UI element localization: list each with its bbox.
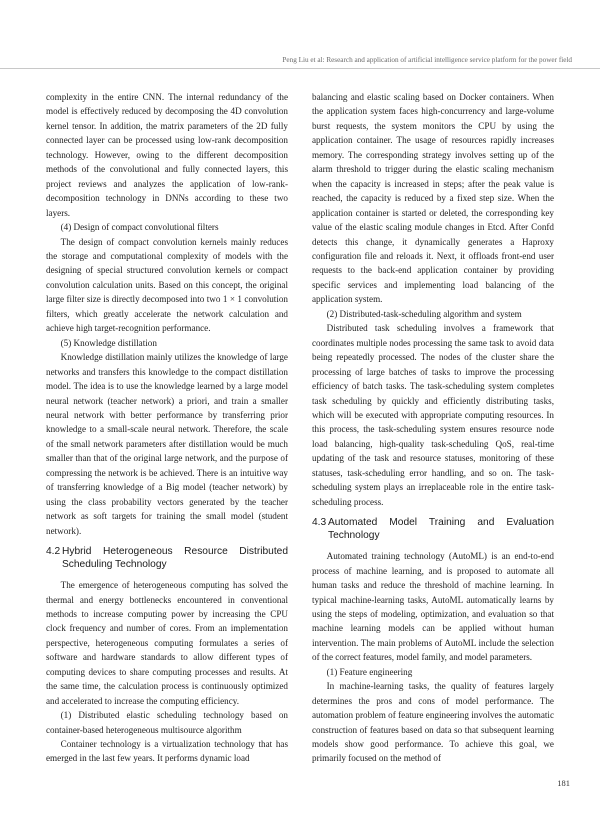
section-title: Hybrid Heterogeneous Resource Distributed Scheduling Technology (62, 546, 288, 571)
running-head: Peng Liu et al: Research and application of artificial intelligence service platform for the power field (282, 56, 572, 64)
paragraph: balancing and elastic scaling based on Docker containers. When the application system faces high-concurrency and large-volume burst requests, the system monitors the CPU by using the application container. The usage of resources rapidly increases memory. The corresponding strategy involves setting up of the alarm threshold to trigger during the elastic scaling mechanism when the capacity is increased in steps; after the peak value is reached, the capacity is reduced by a fixed step size. When the application container is started or deleted, the corresponding key value of the elastic scaling module changes in Etcd. After Confd detects this change, it dynamically generates a Haproxy configuration file and reloads it. Next, it offloads front-end user requests to the back-end application container by providing specific services and implementing load balancing of the application system. (312, 92, 554, 305)
section-title: Automated Model Training and Evaluation Technology (328, 517, 554, 542)
subheading-knowledge-distillation: (5) Knowledge distillation (60, 337, 157, 348)
section-number: 4.2 (46, 546, 61, 558)
right-column (312, 90, 554, 766)
paragraph: The emergence of heterogeneous computing has solved the thermal and energy bottlenecks encountered in conventional methods to increase computing power by increasing the CPU clock frequency and number of cores. From an implementation perspective, heterogeneous computing formulates a series of software and hardware standards to allow different types of computing devices to share computing processes and results. At the same time, the calculation process is continuously optimized and accelerated to increase the computing efficiency. (46, 580, 288, 706)
section-heading-4-2 (46, 545, 288, 571)
section-number: 4.3 (312, 517, 327, 529)
section-heading-4-3 (312, 516, 554, 542)
subheading-elastic-scheduling: (1) Distributed elastic scheduling technology based on container-based heterogeneous multisource algorithm (46, 710, 288, 735)
paragraph: Distributed task scheduling involves a framework that coordinates multiple nodes processing the same task to avoid data being repeatedly processed. The nodes of the cluster share the processing of large batches of tasks to improve the processing efficiency of batch tasks. The task-scheduling system completes task scheduling by quickly and efficiently distributing tasks, which will be executed with appropriate computing resources. In this process, the task-scheduling system ensures resource node load balancing, high-quality task-scheduling QoS, real-time updating of the task and resource statuses, monitoring of these statuses, task-scheduling error handling, and so on. The task-scheduling system plays an irreplaceable role in the entire task-scheduling process. (312, 323, 554, 507)
paragraph: Knowledge distillation mainly utilizes the knowledge of large networks and transfers this knowledge to the compact distillation model. The idea is to use the knowledge learned by a large model neural network (teacher network) a priori, and train a smaller neural network with better performance by transferring prior knowledge to a small-scale neural network. Therefore, the scale of the small network parameters after distillation would be much smaller than that of the original large network, and the purpose of compressing the network is be achieved. There is an intuitive way of transferring knowledge of a Big model (teacher network) by using the class probability vectors generated by the teacher network as soft targets for training the small model (student network). (46, 352, 288, 536)
left-column (46, 90, 288, 766)
paragraph: complexity in the entire CNN. The internal redundancy of the model is effectively reduced by decomposing the 4D convolution kernel tensor. In addition, the matrix parameters of the 2D fully connected layer can be processed using low-rank decomposition technology. However, owing to the different decomposition methods of the convolutional and fully connected layers, this project reviews and analyzes the application of low-rank-decomposition technology in DNNs according to these two layers. (46, 92, 288, 218)
page-number: 181 (557, 778, 570, 788)
subheading-compact-filters: (4) Design of compact convolutional filters (60, 222, 219, 233)
subheading-feature-engineering: (1) Feature engineering (326, 666, 413, 677)
paragraph: Automated training technology (AutoML) is an end-to-end process of machine learning, and is proposed to automate all human tasks and reduce the threshold of machine learning. In typical machine-learning tasks, AutoML automatically learns by using the steps of modeling, optimization, and evaluation so that machine learning models can be applied without human intervention. The main problems of AutoML include the selection of the correct features, model family, and model parameters. (312, 551, 554, 663)
paragraph: In machine-learning tasks, the quality of features largely determines the pros and cons of model performance. The automation problem of feature engineering involves the automatic construction of features based on data so that subsequent learning models show good performance. To achieve this goal, we primarily focused on the method of (312, 681, 554, 764)
header-rule (0, 68, 600, 69)
paragraph: The design of compact convolution kernels mainly reduces the storage and computational complexity of models with the designing of special structured convolution kernels or compact convolution calculation units. Based on this concept, the original large filter size is directly decomposed into two 1 × 1 convolution filters, which greatly accelerate the network calculation and achieve high target-recognition performance. (46, 236, 288, 334)
paragraph: Container technology is a virtualization technology that has emerged in the last few years. It performs dynamic load (46, 739, 288, 764)
subheading-task-scheduling: (2) Distributed-task-scheduling algorithm and system (326, 308, 522, 319)
